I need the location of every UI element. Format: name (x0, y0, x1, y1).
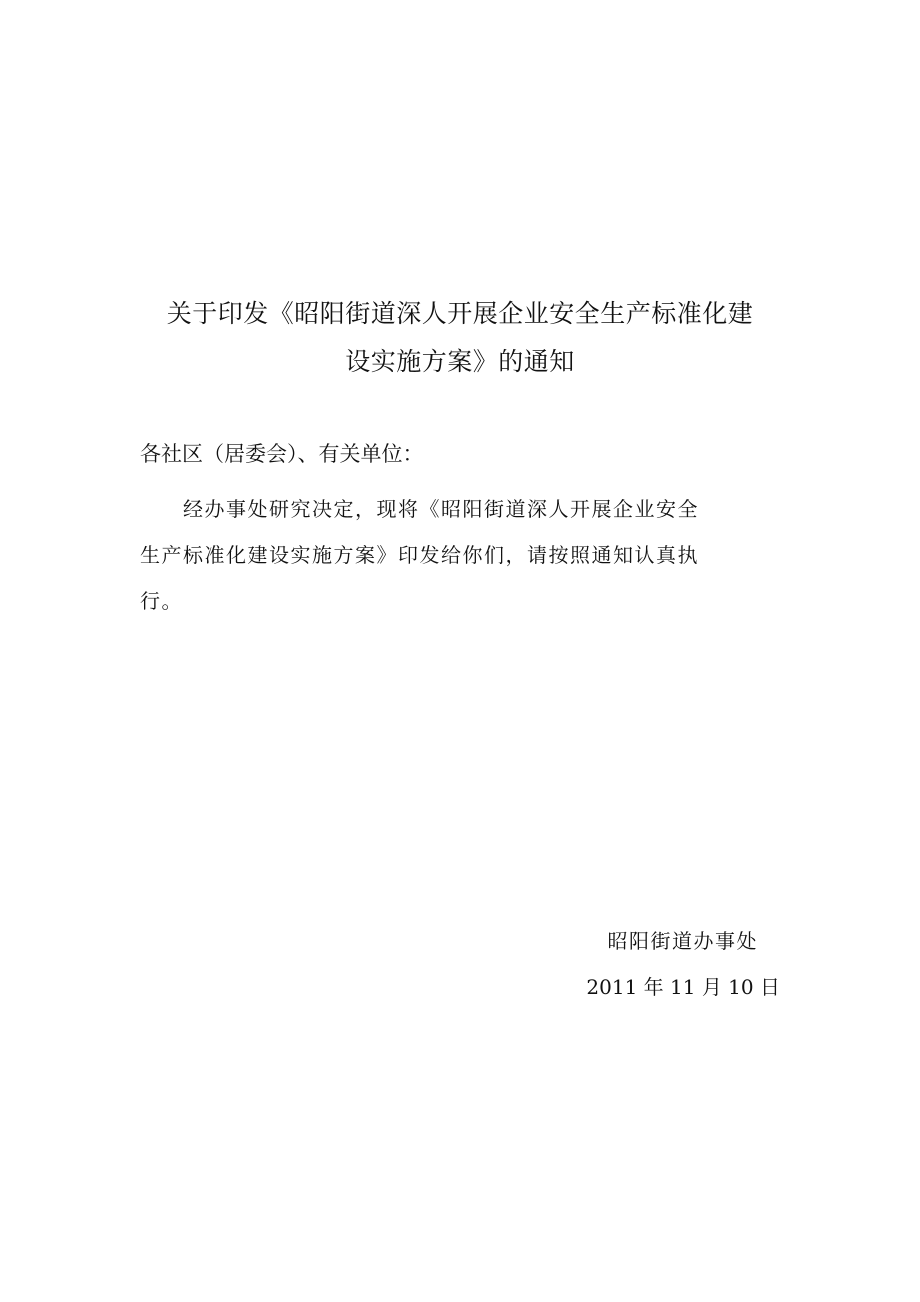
signature-block (586, 918, 780, 1010)
issuing-organization: 昭阳街道办事处 (607, 929, 758, 953)
body-line-2: 生产标准化建设实施方案》印发给你们，请按照通知认真执 (140, 543, 699, 567)
body-line-3: 行。 (140, 589, 183, 613)
body-line-1: 经办事处研究决定，现将《昭阳街道深人开展企业安全 (140, 497, 699, 521)
title-line-2: 设实施方案》的通知 (345, 347, 575, 376)
salutation: 各社区（居委会）、有关单位： (140, 442, 424, 466)
issue-date: 2011 年 11 月 10 日 (586, 975, 780, 999)
notice-body (140, 486, 780, 624)
notice-title (140, 290, 780, 386)
title-line-1: 关于印发《昭阳街道深人开展企业安全生产标准化建 (166, 299, 754, 328)
